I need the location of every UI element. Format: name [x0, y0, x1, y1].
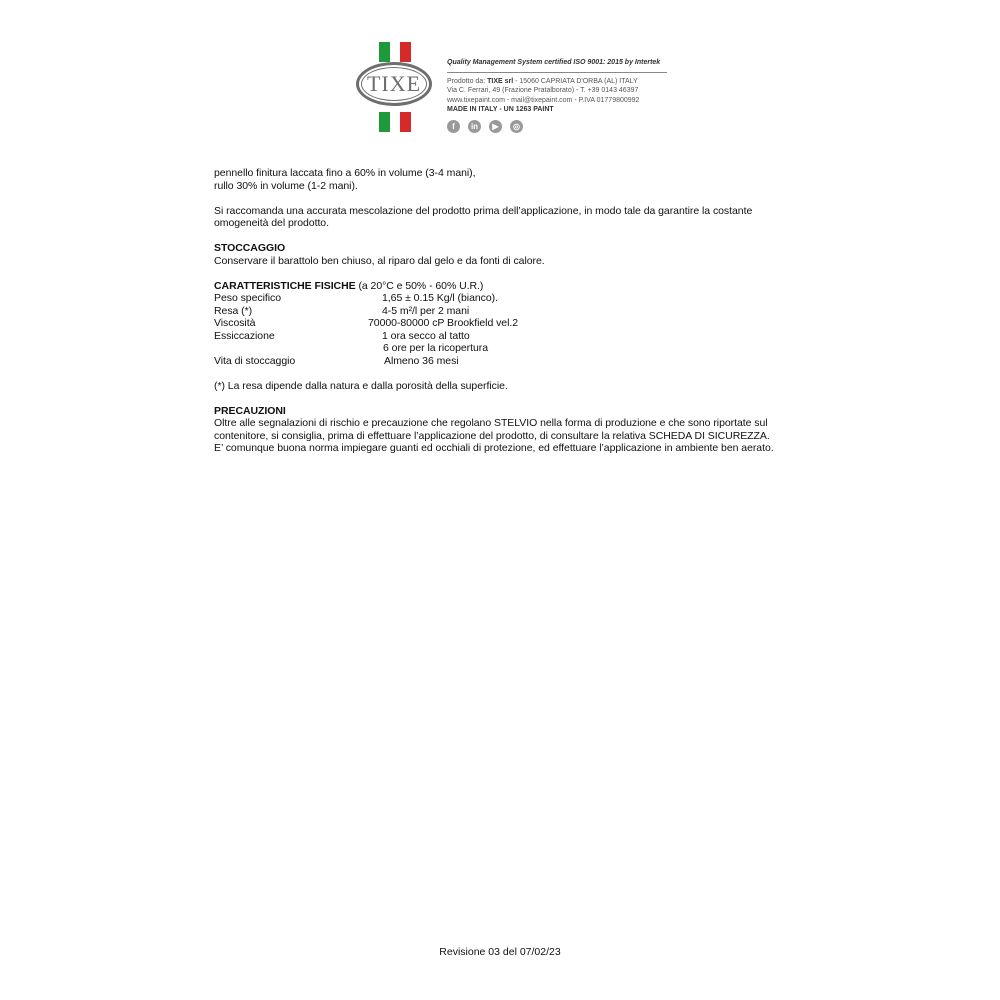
- precautions-line-3: E’ comunque buona norma impiegare guanti ed occhiali di protezione, ed effettuare l’applicazione in ambiente ben aerato.: [214, 442, 774, 454]
- letterhead: [0, 0, 1000, 150]
- spec-label: Viscosità: [214, 317, 256, 329]
- web-line: www.tixepaint.com - mail@tixepaint.com - P.IVA 01779800992: [447, 96, 640, 104]
- producer-prefix: Prodotto da:: [447, 77, 488, 85]
- physical-conditions: (a 20°C e 50% - 60% U.R.): [355, 279, 484, 292]
- address-line: Via C. Ferrari, 49 (Frazione Pratalborato) - T. +39 0143 46397: [447, 87, 639, 94]
- storage-text: Conservare il barattolo ben chiuso, al riparo dal gelo e da fonti di calore.: [214, 254, 545, 267]
- spec-label: Peso specifico: [214, 292, 282, 304]
- company-info: [447, 58, 667, 115]
- spec-value: 4-5 m²/l per 2 mani: [382, 304, 470, 317]
- spec-label: Essiccazione: [214, 329, 275, 342]
- storage-heading: STOCCAGGIO: [214, 242, 286, 254]
- spec-value: 1 ora secco al tatto: [382, 329, 470, 342]
- spec-row: [214, 292, 814, 305]
- spec-row: [214, 317, 814, 330]
- logo-text: TIXE: [366, 71, 422, 96]
- physical-heading: CARATTERISTICHE FISICHE: [214, 279, 356, 292]
- precautions-line-1: Oltre alle segnalazioni di rischio e precauzione che regolano STELVIO nella forma di produzione e che sono riportate sul: [214, 417, 768, 429]
- producer-address: - 15060 CAPRIATA D'ORBA (AL) ITALY: [513, 77, 638, 85]
- spec-row: [214, 355, 814, 368]
- youtube-icon[interactable]: ▶: [489, 120, 502, 133]
- spec-row: [214, 342, 814, 355]
- spec-value: 1,65 ± 0.15 Kg/l (bianco).: [382, 292, 498, 304]
- mixing-line-1: Si raccomanda una accurata mescolazione del prodotto prima dell’applicazione, in modo tale da garantire la costante: [214, 204, 753, 217]
- spec-value: 6 ore per la ricopertura: [383, 342, 489, 354]
- italian-flag-bottom: [379, 112, 411, 132]
- revision-footer: Revisione 03 del 07/02/23: [439, 946, 561, 958]
- spec-row: [214, 330, 814, 343]
- linkedin-icon[interactable]: in: [468, 120, 481, 133]
- instagram-icon[interactable]: ◎: [510, 120, 523, 133]
- precautions-heading: PRECAUZIONI: [214, 404, 286, 417]
- spec-label: Resa (*): [214, 304, 253, 317]
- tixe-logo: [356, 62, 432, 106]
- spec-row: [214, 305, 814, 318]
- dilution-line-2: rullo 30% in volume (1-2 mani).: [214, 179, 358, 192]
- mixing-line-2: omogeneità del prodotto.: [214, 217, 329, 229]
- italian-flag-top: [379, 42, 411, 62]
- certification-line: Quality Management System certified ISO 9001: 2015 by Intertek: [447, 58, 667, 73]
- facebook-icon[interactable]: f: [447, 120, 460, 133]
- physical-heading-line: [214, 280, 814, 293]
- spec-value: 70000-80000 cP Brookfield vel.2: [368, 317, 519, 329]
- made-in-line: MADE IN ITALY - UN 1263 PAINT: [447, 106, 554, 113]
- producer-line: [447, 77, 667, 87]
- social-links: [447, 120, 523, 133]
- spec-label: Vita di stoccaggio: [214, 354, 296, 367]
- spec-value: Almeno 36 mesi: [384, 354, 459, 367]
- producer-name: TIXE srl: [487, 77, 514, 85]
- precautions-line-2: contenitore, si consiglia, prima di effettuare l’applicazione del prodotto, di consultare la relativa SCHEDA DI SICUREZZA.: [214, 429, 770, 442]
- document-body: [214, 167, 814, 455]
- dilution-line-1: pennello finitura laccata fino a 60% in volume (3-4 mani),: [214, 167, 476, 179]
- yield-note: (*) La resa dipende dalla natura e dalla porosità della superficie.: [214, 379, 508, 392]
